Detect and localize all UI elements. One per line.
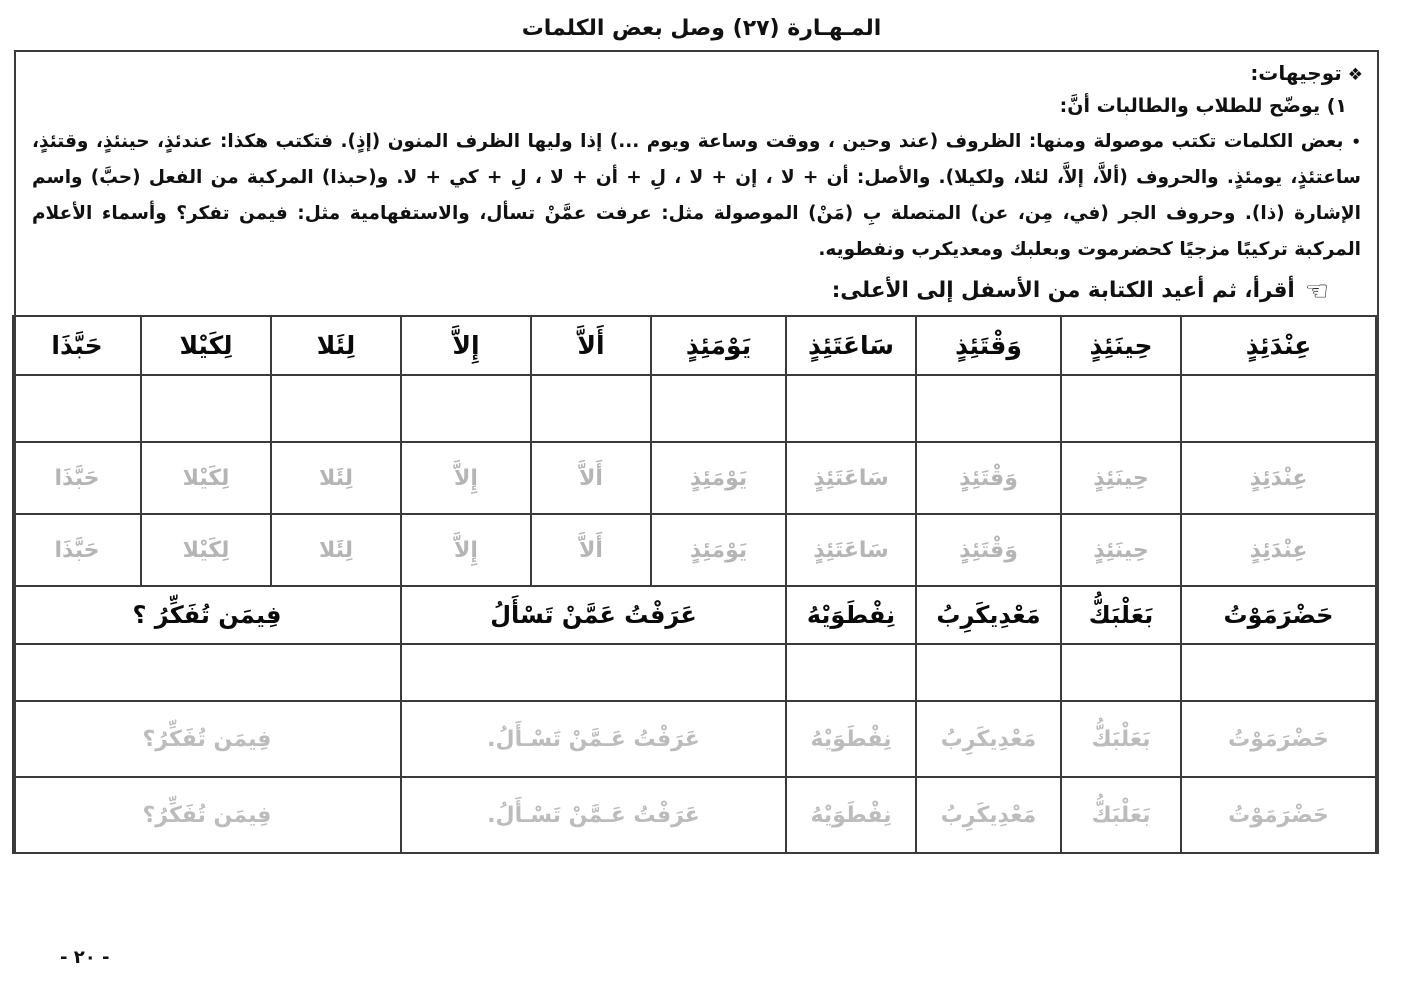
- word-header-cell: سَاعَتَئِذٍ: [786, 316, 916, 375]
- write-cell: [651, 375, 786, 442]
- traced-sentence-cell: فِيمَن تُفَكِّرُ؟: [13, 777, 401, 853]
- write-cell: [13, 375, 141, 442]
- write-cell: [401, 375, 531, 442]
- bullet-text: بعض الكلمات تكتب موصولة ومنها: الظروف (عند وحين ، ووقت وساعة ويوم ...) إذا وليها الظرف المنون (إذٍ). فتكتب هكذا: عندئذٍ، حينئذٍ، وقتئذٍ، ساعتئذٍ، يومئذٍ. والحروف (ألاَّ، إلاَّ، لئلا، ولكيلا). والأصل: أن + لا ، إن + لا ، لِ + أن + لا ، لِ + كي + لا. و(حبذا) المركبة من الفعل (حبَّ) واسم الإشارة (ذا). وحروف الجر (في، مِن، عن) المتصلة بِ (مَنْ) الموصولة مثل: عرفت عمَّنْ تسأل، والاستفهامية مثل: فيمن تفكر؟ وأسماء الأعلام المركبة تركيبًا مزجيًا كحضرموت وبعلبك ومعديكرب ونفطويه.: [32, 131, 1361, 260]
- word-header-cell: نِفْطَوَيْهُ: [786, 586, 916, 644]
- traced-word-cell: بَعَلْبَكُّ: [1061, 777, 1181, 853]
- traced-word-cell: بَعَلْبَكُّ: [1061, 701, 1181, 777]
- directions-heading: [30, 58, 1363, 90]
- write-cell: [141, 375, 271, 442]
- traced-word-cell: وَقْتَئِذٍ: [916, 514, 1061, 586]
- traced-sentence-cell: عَرَفْتُ عَـمَّنْ تَسْـأَلُ.: [401, 701, 786, 777]
- traced-word-cell: عِنْدَئِذٍ: [1181, 514, 1376, 586]
- table2-traced-row-2: [13, 777, 1376, 853]
- traced-word-cell: لِكَيْلا: [141, 442, 271, 514]
- write-cell: [401, 644, 786, 701]
- traced-word-cell: لِئَلا: [271, 514, 401, 586]
- traced-word-cell: حَبَّذَا: [13, 514, 141, 586]
- traced-word-cell: مَعْدِيكَرِبُ: [916, 777, 1061, 853]
- directions-heading-label: توجيهات:: [1250, 61, 1342, 85]
- write-cell: [786, 644, 916, 701]
- traced-word-cell: لِكَيْلا: [141, 514, 271, 586]
- write-cell: [916, 644, 1061, 701]
- write-cell: [916, 375, 1061, 442]
- page-number: - ٢٠ -: [60, 947, 110, 968]
- traced-word-cell: نِفْطَوَيْهُ: [786, 777, 916, 853]
- sentence-header-cell: فِيمَن تُفَكِّرُ ؟: [13, 586, 401, 644]
- table1-writing-row: [13, 375, 1376, 442]
- traced-word-cell: حَضْرَمَوْتُ: [1181, 777, 1376, 853]
- traced-word-cell: حَبَّذَا: [13, 442, 141, 514]
- bullet-icon: •: [1351, 133, 1361, 151]
- write-cell: [271, 375, 401, 442]
- write-cell: [1061, 644, 1181, 701]
- worksheet-box: [14, 50, 1379, 854]
- write-cell: [531, 375, 651, 442]
- write-cell: [1061, 375, 1181, 442]
- traced-word-cell: مَعْدِيكَرِبُ: [916, 701, 1061, 777]
- table2-traced-row-1: [13, 701, 1376, 777]
- pointing-hand-icon: ☜: [1304, 276, 1329, 307]
- diamond-icon: ❖: [1347, 65, 1363, 85]
- word-header-cell: يَوْمَئِذٍ: [651, 316, 786, 375]
- word-header-cell: إِلاَّ: [401, 316, 531, 375]
- traced-word-cell: نِفْطَوَيْهُ: [786, 701, 916, 777]
- traced-word-cell: أَلاَّ: [531, 442, 651, 514]
- word-header-cell: حِينَئِذٍ: [1061, 316, 1181, 375]
- word-header-cell: لِئَلا: [271, 316, 401, 375]
- traced-word-cell: حَضْرَمَوْتُ: [1181, 701, 1376, 777]
- word-header-cell: لِكَيْلا: [141, 316, 271, 375]
- table1-traced-row-2: [13, 514, 1376, 586]
- traced-word-cell: إِلاَّ: [401, 442, 531, 514]
- word-header-cell: أَلاَّ: [531, 316, 651, 375]
- traced-word-cell: إِلاَّ: [401, 514, 531, 586]
- task-text: أقرأ، ثم أعيد الكتابة من الأسفل إلى الأعلى:: [831, 278, 1295, 303]
- word-header-cell: حَبَّذَا: [13, 316, 141, 375]
- item-text: يوضّح للطلاب والطالبات أنَّ:: [1059, 95, 1321, 117]
- directions-item-1: [30, 90, 1363, 122]
- traced-word-cell: يَوْمَئِذٍ: [651, 514, 786, 586]
- write-cell: [1181, 644, 1376, 701]
- table2-writing-row: [13, 644, 1376, 701]
- write-cell: [1181, 375, 1376, 442]
- practice-grid: [12, 315, 1377, 854]
- traced-word-cell: سَاعَتَئِذٍ: [786, 442, 916, 514]
- word-header-cell: عِنْدَئِذٍ: [1181, 316, 1376, 375]
- directions-bullet-paragraph: [32, 124, 1361, 268]
- word-header-cell: مَعْدِيكَرِبُ: [916, 586, 1061, 644]
- traced-sentence-cell: عَرَفْتُ عَـمَّنْ تَسْـأَلُ.: [401, 777, 786, 853]
- word-header-cell: وَقْتَئِذٍ: [916, 316, 1061, 375]
- table2-header-row: [13, 586, 1376, 644]
- page-title: المـهـارة (٢٧) وصل بعض الكلمات: [521, 16, 882, 41]
- sentence-header-cell: عَرَفْتُ عَمَّنْ تَسْأَلُ: [401, 586, 786, 644]
- instructions-section: [16, 52, 1377, 315]
- table1-traced-row-1: [13, 442, 1376, 514]
- traced-word-cell: أَلاَّ: [531, 514, 651, 586]
- traced-word-cell: حِينَئِذٍ: [1061, 514, 1181, 586]
- write-cell: [786, 375, 916, 442]
- traced-word-cell: لِئَلا: [271, 442, 401, 514]
- task-instruction: [30, 268, 1363, 315]
- traced-word-cell: وَقْتَئِذٍ: [916, 442, 1061, 514]
- word-header-cell: حَضْرَمَوْتُ: [1181, 586, 1376, 644]
- traced-word-cell: حِينَئِذٍ: [1061, 442, 1181, 514]
- traced-sentence-cell: فِيمَن تُفَكِّرُ؟: [13, 701, 401, 777]
- traced-word-cell: عِنْدَئِذٍ: [1181, 442, 1376, 514]
- traced-word-cell: سَاعَتَئِذٍ: [786, 514, 916, 586]
- item-number: ١): [1326, 95, 1347, 117]
- write-cell: [13, 644, 401, 701]
- traced-word-cell: يَوْمَئِذٍ: [651, 442, 786, 514]
- word-header-cell: بَعَلْبَكُّ: [1061, 586, 1181, 644]
- table1-header-row: [13, 316, 1376, 375]
